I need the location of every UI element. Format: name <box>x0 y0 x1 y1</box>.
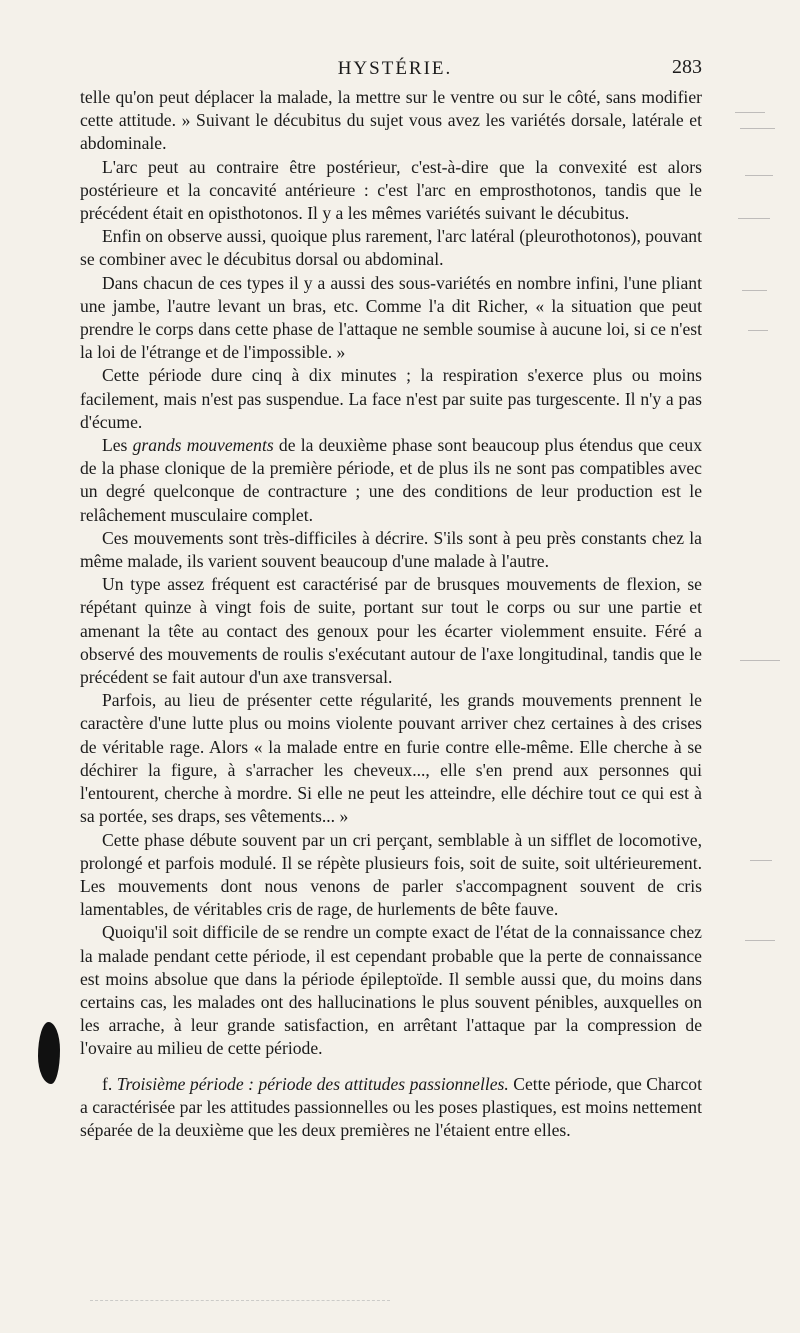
paragraph-10: Cette phase débute souvent par un cri perçant, semblable à un sifflet de locomotive, prolongé et parfois modulé. Il se répète plusieurs fois, soit de suite, soit ultérieurement. Les mouvements dont nous venons de parler s'accompagnent souvent de cris lamentables, de véritables cris de rage, de hurlements de bête fauve. <box>80 829 702 920</box>
paragraph-6-italic: grands mouvements <box>132 435 274 456</box>
section-f-title: Troisième période : période des attitudes passionnelles. <box>116 1073 509 1094</box>
body-text <box>80 86 702 1142</box>
running-title: HYSTÉRIE. <box>337 58 453 79</box>
footer-noise <box>90 1300 390 1302</box>
paragraph-2: L'arc peut au contraire être postérieur, c'est-à-dire que la convexité est alors postérieure et la concavité antérieure : c'est l'arc en emprosthotonos, tandis que le précédent était en opisthotonos. Il y a les mêmes variétés suivant le décubitus. <box>80 156 702 224</box>
paragraph-7: Ces mouvements sont très-difficiles à décrire. S'ils sont à peu près constants chez la même malade, ils varient souvent beaucoup d'une malade à l'autre. <box>80 527 702 572</box>
paragraph-11: Quoiqu'il soit difficile de se rendre un compte exact de l'état de la connaissance chez la malade pendant cette période, il est cependant probable que la perte de connaissance est moins absolue que dans la période épileptoïde. Il semble aussi que, du moins dans certains cas, les malades ont des hallucinations le plus souvent pénibles, auxquelles on les arrache, à leur grande satisfaction, en arrêtant l'attaque par la compression de l'ovaire au milieu de cette période. <box>80 922 702 1059</box>
page-header <box>80 56 710 84</box>
ink-blot <box>38 1022 60 1084</box>
paragraph-5: Cette période dure cinq à dix minutes ; la respiration s'exerce plus ou moins facilement, mais n'est pas suspendue. La face n'est par suite pas turgescente. Il n'y a pas d'écume. <box>80 365 702 432</box>
paragraph-8: Un type assez fréquent est caractérisé par de brusques mouvements de flexion, se répétant quinze à vingt fois de suite, portant sur tout le corps ou sur une partie et amenant la tête au contact des genoux pour les écarter violemment ensuite. Féré a observé des mouvements de roulis s'exécutant autour de l'axe longitudinal, tandis que le précédent se fait autour d'un axe transversal. <box>80 574 702 688</box>
section-f-text: Cette période, que Charcot a caractérisée par les attitudes passionnelles ou les poses plastiques, est moins nettement séparée de la deuxième que les deux premières ne l'étaient entre elles. <box>80 1073 702 1140</box>
paragraph-6 <box>80 434 702 527</box>
paragraph-4: Dans chacun de ces types il y a aussi des sous-variétés en nombre infini, l'une pliant une jambe, l'autre levant un bras, etc. Comme l'a dit Richer, « la situation que peut prendre le corps dans cette phase de l'attaque ne semble soumise à aucune loi, si ce n'est la loi de l'étrange et de l'impossible. » <box>80 272 702 363</box>
paragraph-6-rest: de la deuxième phase sont beaucoup plus étendus que ceux de la phase clonique de la première période, et de plus ils ne sont pas compatibles avec un degré quelconque de contracture ; une des conditions de leur production est le relâchement musculaire complet. <box>80 435 702 525</box>
section-f <box>80 1073 702 1143</box>
paragraph-3: Enfin on observe aussi, quoique plus rarement, l'arc latéral (pleurothotonos), pouvant se combiner avec le décubitus dorsal ou abdominal. <box>80 226 702 270</box>
paragraph-9: Parfois, au lieu de présenter cette régularité, les grands mouvements prennent le caractère d'une lutte plus ou moins violente pouvant arriver chez certaines à des crises de véritable rage. Alors « la malade entre en furie contre elle-même. Elle cherche à se déchirer la figure, à s'arracher les cheveux..., elle s'en prend aux personnes qui l'entourent, cherche à mordre. Si elle ne peut les atteindre, elle déchire tout ce qui est à sa portée, ses draps, ses vêtements... » <box>80 690 702 827</box>
paragraph-1: telle qu'on peut déplacer la malade, la mettre sur le ventre ou sur le côté, sans modifier cette attitude. » Suivant le décubitus du sujet vous avez les variétés dorsale, latérale et abdominale. <box>80 87 702 154</box>
page-number: 283 <box>672 56 702 78</box>
paragraph-6-start: Les <box>102 435 133 456</box>
section-f-label: f. <box>102 1073 117 1094</box>
